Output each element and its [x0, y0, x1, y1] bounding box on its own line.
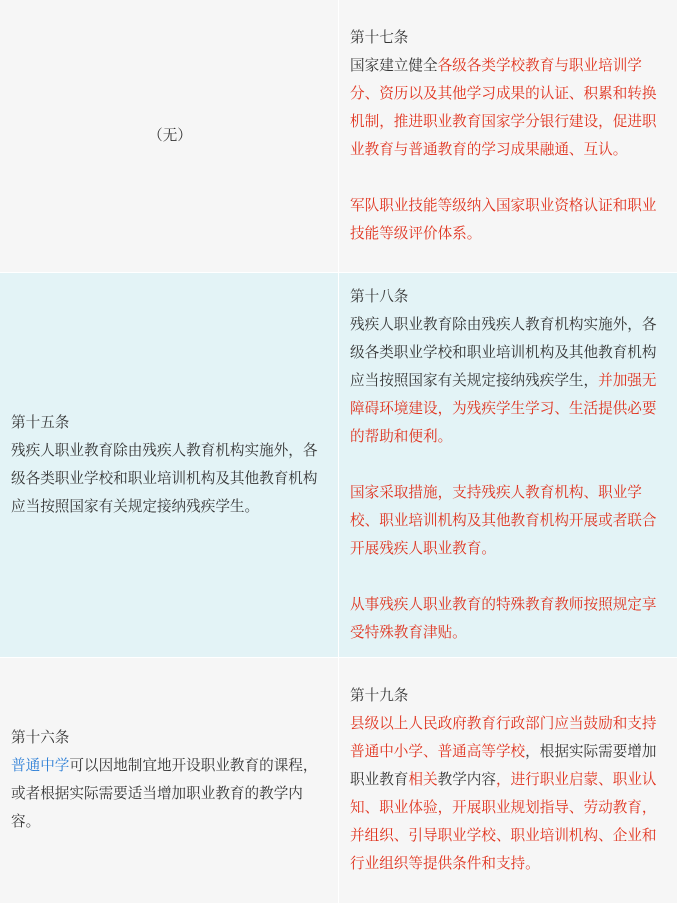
article-title: 第十八条: [350, 287, 409, 305]
article-paragraph: [11, 752, 329, 836]
article-paragraph: [350, 52, 668, 164]
plain-text: 残疾人职业教育除由残疾人教育机构实施外，各级各类职业学校和职业培训机构及其他教育机构应当按照国家有关规定接纳残疾学生，: [350, 315, 657, 389]
table-row: [0, 272, 677, 657]
added-text: 县级以上人民政府教育行政部门应当鼓励和支持普通中小学、普通高等学校: [350, 715, 657, 760]
new-article-cell: [339, 272, 677, 657]
added-text: 并加强无障碍环境建设，为残疾学生学习、生活提供必要的帮助和便利。: [350, 371, 657, 445]
article-title: 第十六条: [11, 729, 70, 746]
new-article-cell: [339, 0, 677, 272]
old-article-cell: [0, 0, 339, 272]
plain-text: 教学内容: [437, 771, 496, 788]
article-paragraph: [350, 311, 668, 451]
old-article-cell: [0, 272, 339, 657]
old-article-cell: [0, 657, 339, 903]
added-text: 相关: [408, 771, 438, 788]
article-paragraph: 军队职业技能等级纳入国家职业资格认证和职业技能等级评价体系。: [350, 196, 657, 242]
article-paragraph: 残疾人职业教育除由残疾人教育机构实施外，各级各类职业学校和职业培训机构及其他教育机构应当按照国家有关规定接纳残疾学生。: [11, 441, 318, 515]
article-title: 第十七条: [350, 28, 409, 46]
added-text: 各级各类学校教育与职业培训学分、资历以及其他学习成果的认证、积累和转换机制，推进职业教育国家学分银行建设，促进职业教育与普通教育的学习成果融通、互认。: [350, 56, 657, 158]
table-row: [0, 0, 677, 272]
plain-text: 可以因地制宜地开设职业教育的课程，或者根据实际需要适当增加职业教育的教学内容。: [11, 757, 318, 830]
article-title: 第十五条: [11, 413, 70, 431]
plain-text: ，根据实际需要增加职业教育: [350, 743, 657, 788]
added-text: ，进行职业启蒙、职业认知、职业体验，开展职业规划指导、劳动教育，并组织、引导职业学校、职业培训机构、企业和行业组织等提供条件和支持。: [350, 771, 657, 872]
highlighted-text: 普通中学: [11, 757, 70, 774]
new-article-cell: [339, 657, 677, 903]
article-paragraph: 国家采取措施，支持残疾人教育机构、职业学校、职业培训机构及其他教育机构开展或者联合开展残疾人职业教育。: [350, 483, 657, 557]
article-paragraph: 从事残疾人职业教育的特殊教育教师按照规定享受特殊教育津贴。: [350, 595, 657, 641]
empty-placeholder: （无）: [148, 126, 192, 144]
plain-text: 国家建立健全: [350, 56, 438, 74]
table-row: [0, 657, 677, 903]
article-title: 第十九条: [350, 687, 409, 704]
article-paragraph: [350, 710, 668, 878]
